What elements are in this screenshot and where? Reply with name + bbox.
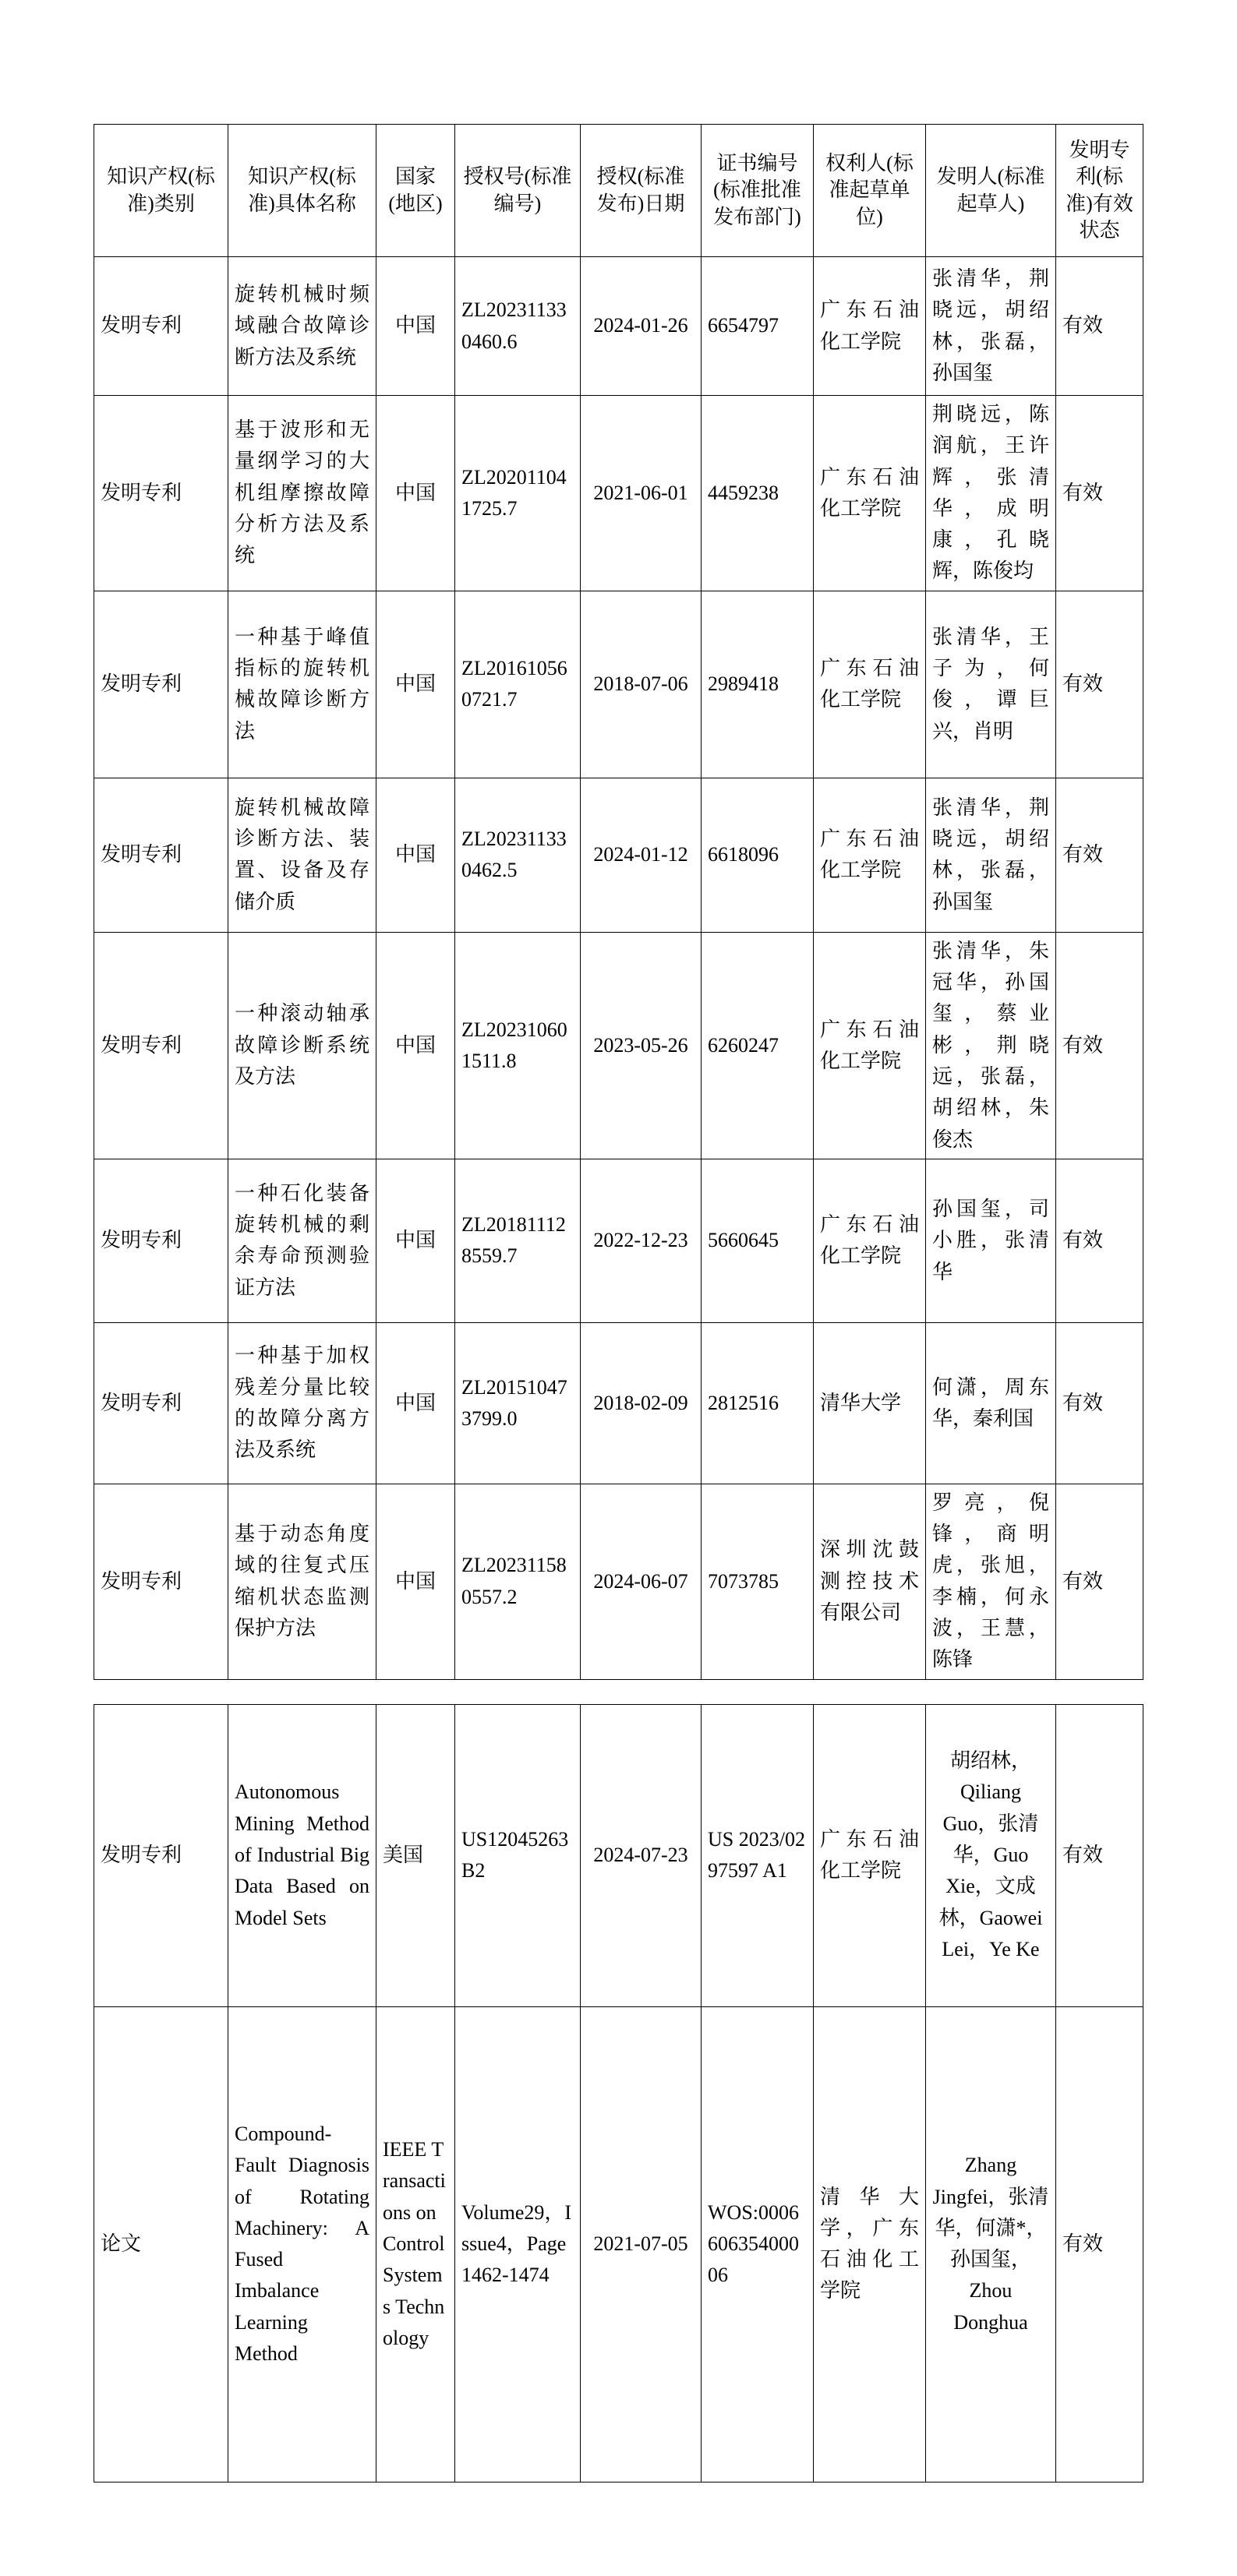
cell-certificate-number: 6654797 [702,257,814,396]
cell-rights-holder: 清华大学，广东石油化工学院 [814,2006,926,2482]
cell-country-region: 中国 [376,932,455,1159]
cell-certificate-number: 2812516 [702,1322,814,1484]
patent-table-header [94,125,1143,257]
cell-grant-number: ZL202310601511.8 [455,932,581,1159]
cell-certificate-number: 6260247 [702,932,814,1159]
cell-rights-holder: 广东石油化工学院 [814,1704,926,2006]
cell-grant-number: ZL201811128559.7 [455,1159,581,1322]
cell-inventors: 何潇，周东华，秦利国 [926,1322,1056,1484]
cell-country-region: 中国 [376,591,455,778]
cell-title: 旋转机械时频域融合故障诊断方法及系统 [228,257,376,396]
cell-status: 有效 [1056,2006,1143,2482]
table-row [94,932,1143,1159]
table-row [94,1704,1143,2006]
cell-certificate-number: US 2023/0297597 A1 [702,1704,814,2006]
document-page [0,124,1237,2576]
cell-title: 一种基于峰值指标的旋转机械故障诊断方法 [228,591,376,778]
cell-rights-holder: 广东石油化工学院 [814,932,926,1159]
cell-grant-number: ZL201510473799.0 [455,1322,581,1484]
cell-status: 有效 [1056,1704,1143,2006]
cell-grant-date: 2024-01-26 [581,257,702,396]
cell-country-region: 中国 [376,778,455,932]
cell-certificate-number: WOS:000660635400006 [702,2006,814,2482]
header-grant-number: 授权号(标准编号) [455,125,581,257]
cell-grant-number: US12045263B2 [455,1704,581,2006]
header-row [94,125,1143,257]
cell-category: 发明专利 [94,396,228,591]
cell-grant-date: 2024-06-07 [581,1484,702,1679]
cell-status: 有效 [1056,1159,1143,1322]
cell-country-region: 中国 [376,396,455,591]
header-status: 发明专利(标准)有效状态 [1056,125,1143,257]
header-title: 知识产权(标准)具体名称 [228,125,376,257]
cell-grant-number: ZL202311330460.6 [455,257,581,396]
header-category: 知识产权(标准)类别 [94,125,228,257]
cell-country-region: 中国 [376,257,455,396]
cell-inventors: 张清华，朱冠华，孙国玺，蔡业彬，荆晓远，张磊，胡绍林，朱俊杰 [926,932,1056,1159]
cell-title: 基于动态角度域的往复式压缩机状态监测保护方法 [228,1484,376,1679]
table-row [94,1484,1143,1679]
cell-title: 旋转机械故障诊断方法、装置、设备及存储介质 [228,778,376,932]
cell-grant-date: 2022-12-23 [581,1159,702,1322]
patent-table-2-body [94,1704,1143,2482]
cell-title: Autonomous Mining Method of Industrial Big Data Based on Model Sets [228,1704,376,2006]
cell-status: 有效 [1056,257,1143,396]
cell-grant-date: 2021-07-05 [581,2006,702,2482]
table-row [94,591,1143,778]
cell-title: 一种石化装备旋转机械的剩余寿命预测验证方法 [228,1159,376,1322]
cell-certificate-number: 4459238 [702,396,814,591]
cell-rights-holder: 广东石油化工学院 [814,778,926,932]
cell-title: Compound-Fault Diagnosis of Rotating Machinery: A Fused Imbalance Learning Method [228,2006,376,2482]
table-row [94,2006,1143,2482]
cell-inventors: 胡绍林，Qiliang Guo，张清华，Guo Xie，文成林，Gaowei Lei，Ye Ke [926,1704,1056,2006]
header-inventors: 发明人(标准起草人) [926,125,1056,257]
cell-country-region: IEEE Transactions on Control Systems Technology [376,2006,455,2482]
cell-certificate-number: 2989418 [702,591,814,778]
cell-category: 发明专利 [94,1322,228,1484]
cell-inventors: 张清华，荆晓远，胡绍林，张磊，孙国玺 [926,778,1056,932]
cell-rights-holder: 清华大学 [814,1322,926,1484]
patent-table-1 [94,124,1143,1680]
cell-country-region: 美国 [376,1704,455,2006]
cell-status: 有效 [1056,778,1143,932]
table-row [94,257,1143,396]
cell-country-region: 中国 [376,1159,455,1322]
header-grant-date: 授权(标准发布)日期 [581,125,702,257]
cell-title: 基于波形和无量纲学习的大机组摩擦故障分析方法及系统 [228,396,376,591]
cell-inventors: 荆晓远，陈润航，王许辉，张清华，成明康，孔晓辉，陈俊均 [926,396,1056,591]
cell-status: 有效 [1056,396,1143,591]
cell-category: 发明专利 [94,778,228,932]
cell-inventors: 张清华，荆晓远，胡绍林，张磊，孙国玺 [926,257,1056,396]
cell-grant-date: 2021-06-01 [581,396,702,591]
cell-certificate-number: 7073785 [702,1484,814,1679]
table-row [94,1322,1143,1484]
cell-category: 发明专利 [94,932,228,1159]
cell-country-region: 中国 [376,1484,455,1679]
cell-grant-number: ZL202311580557.2 [455,1484,581,1679]
cell-grant-number: ZL202311330462.5 [455,778,581,932]
cell-country-region: 中国 [376,1322,455,1484]
cell-grant-date: 2024-01-12 [581,778,702,932]
cell-grant-date: 2018-02-09 [581,1322,702,1484]
cell-status: 有效 [1056,1484,1143,1679]
cell-grant-date: 2018-07-06 [581,591,702,778]
cell-rights-holder: 广东石油化工学院 [814,1159,926,1322]
cell-category: 发明专利 [94,1484,228,1679]
cell-inventors: 罗亮，倪锋，商明虎，张旭，李楠，何永波，王慧，陈锋 [926,1484,1056,1679]
cell-status: 有效 [1056,1322,1143,1484]
patent-table-body [94,257,1143,1680]
header-country-region: 国家(地区) [376,125,455,257]
cell-rights-holder: 广东石油化工学院 [814,396,926,591]
header-certificate-number: 证书编号(标准批准发布部门) [702,125,814,257]
table-row [94,1159,1143,1322]
cell-category: 发明专利 [94,591,228,778]
cell-grant-date: 2024-07-23 [581,1704,702,2006]
cell-grant-number: ZL201610560721.7 [455,591,581,778]
patent-table-2 [94,1704,1143,2482]
cell-rights-holder: 广东石油化工学院 [814,591,926,778]
cell-grant-number: ZL202011041725.7 [455,396,581,591]
cell-category: 发明专利 [94,1159,228,1322]
cell-status: 有效 [1056,591,1143,778]
cell-status: 有效 [1056,932,1143,1159]
cell-category: 发明专利 [94,257,228,396]
cell-certificate-number: 6618096 [702,778,814,932]
cell-title: 一种基于加权残差分量比较的故障分离方法及系统 [228,1322,376,1484]
table-row [94,396,1143,591]
cell-certificate-number: 5660645 [702,1159,814,1322]
header-rights-holder: 权利人(标准起草单位) [814,125,926,257]
table-row [94,778,1143,932]
cell-title: 一种滚动轴承故障诊断系统及方法 [228,932,376,1159]
cell-grant-date: 2023-05-26 [581,932,702,1159]
cell-category: 论文 [94,2006,228,2482]
cell-rights-holder: 广东石油化工学院 [814,257,926,396]
cell-inventors: 张清华，王子为，何俊，谭巨兴，肖明 [926,591,1056,778]
cell-rights-holder: 深圳沈鼓测控技术有限公司 [814,1484,926,1679]
cell-inventors: Zhang Jingfei，张清华，何潇*，孙国玺，Zhou Donghua [926,2006,1056,2482]
cell-inventors: 孙国玺，司小胜，张清华 [926,1159,1056,1322]
cell-category: 发明专利 [94,1704,228,2006]
cell-grant-number: Volume29，Issue4，Page1462-1474 [455,2006,581,2482]
